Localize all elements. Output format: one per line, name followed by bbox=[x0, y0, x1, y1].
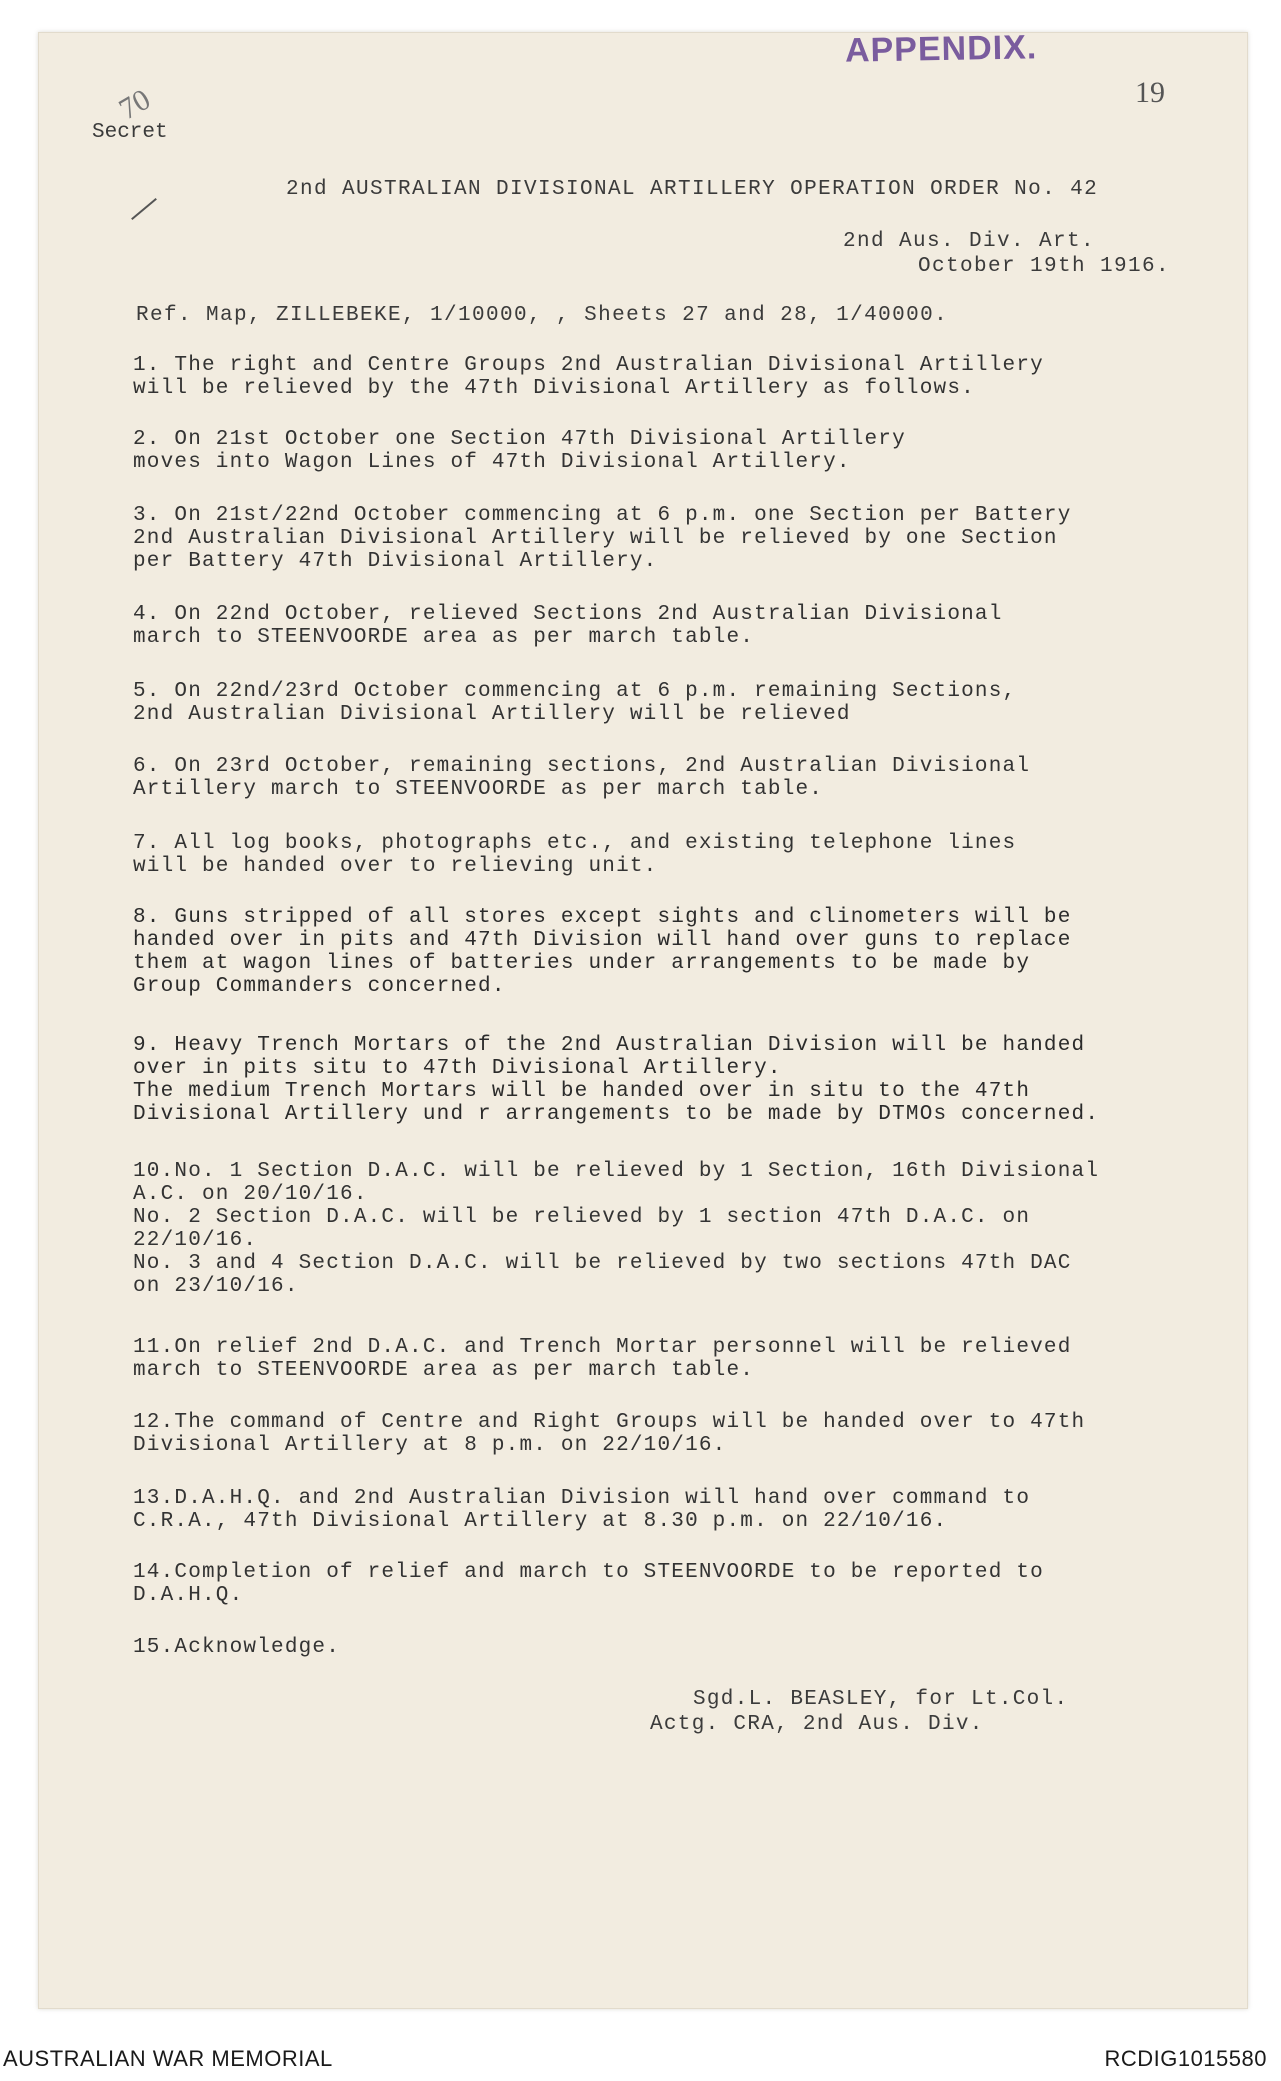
order-paragraph-13: 13.D.A.H.Q. and 2nd Australian Division will hand over command to C.R.A., 47th Divisional Artillery at 8.30 p.m. on 22/10/16. bbox=[133, 1487, 1031, 1533]
order-paragraph-1: 1. The right and Centre Groups 2nd Australian Divisional Artillery will be relieved by the 47th Divisional Artillery as follows. bbox=[133, 354, 1044, 400]
order-paragraph-15: 15.Acknowledge. bbox=[133, 1636, 341, 1659]
order-paragraph-14: 14.Completion of relief and march to STEENVOORDE to be reported to D.A.H.Q. bbox=[133, 1561, 1044, 1607]
order-paragraph-7: 7. All log books, photographs etc., and existing telephone lines will be handed over to relieving unit. bbox=[133, 832, 1017, 878]
signature-line: Sgd.L. BEASLEY, for Lt.Col. bbox=[693, 1688, 1069, 1711]
signature-title: Actg. CRA, 2nd Aus. Div. bbox=[650, 1713, 984, 1736]
order-paragraph-12: 12.The command of Centre and Right Groups will be handed over to 47th Divisional Artillery at 8 p.m. on 22/10/16. bbox=[133, 1411, 1086, 1457]
order-paragraph-11: 11.On relief 2nd D.A.C. and Trench Mortar personnel will be relieved march to STEENVOORDE area as per march table. bbox=[133, 1336, 1072, 1382]
origin-line: 2nd Aus. Div. Art. bbox=[843, 230, 1096, 253]
order-paragraph-6: 6. On 23rd October, remaining sections, 2nd Australian Divisional Artillery march to STEENVOORDE as per march table. bbox=[133, 755, 1031, 801]
document-sheet bbox=[38, 32, 1248, 2009]
document-title: 2nd AUSTRALIAN DIVISIONAL ARTILLERY OPERATION ORDER No. 42 bbox=[286, 178, 1099, 201]
order-paragraph-9: 9. Heavy Trench Mortars of the 2nd Australian Division will be handed over in pits situ to 47th Divisional Artillery. The medium Trench Mortars will be handed over in situ to the 47th Divisional Artillery und r arrangements to be made by DTMOs concerned. bbox=[133, 1034, 1100, 1126]
order-paragraph-3: 3. On 21st/22nd October commencing at 6 p.m. one Section per Battery 2nd Australian Divisional Artillery will be relieved by one Section per Battery 47th Divisional Artillery. bbox=[133, 504, 1072, 573]
classification-label: Secret bbox=[92, 121, 168, 144]
archive-institution: AUSTRALIAN WAR MEMORIAL bbox=[3, 2046, 333, 2071]
appendix-stamp: APPENDIX. bbox=[844, 28, 1038, 70]
order-paragraph-10: 10.No. 1 Section D.A.C. will be relieved by 1 Section, 16th Divisional A.C. on 20/10/16. No. 2 Section D.A.C. will be relieved by 1 section 47th D.A.C. on 22/10/16. No. 3 and 4 Section D.A.C. will be relieved by two sections 47th DAC on 23/10/16. bbox=[133, 1160, 1100, 1298]
page-number: 19 bbox=[1135, 76, 1165, 109]
order-paragraph-8: 8. Guns stripped of all stores except sights and clinometers will be handed over in pits and 47th Division will hand over guns to replace them at wagon lines of batteries under arrangements to be made by Group Commanders concerned. bbox=[133, 906, 1072, 998]
order-paragraph-2: 2. On 21st October one Section 47th Divisional Artillery moves into Wagon Lines of 47th Divisional Artillery. bbox=[133, 428, 906, 474]
archive-reference: RCDIG1015580 bbox=[1104, 2046, 1267, 2071]
handwritten-number: 70 bbox=[113, 82, 156, 127]
order-paragraph-5: 5. On 22nd/23rd October commencing at 6 p.m. remaining Sections, 2nd Australian Divisional Artillery will be relieved bbox=[133, 680, 1017, 726]
date-line: October 19th 1916. bbox=[918, 255, 1171, 278]
order-paragraph-4: 4. On 22nd October, relieved Sections 2nd Australian Divisional march to STEENVOORDE area as per march table. bbox=[133, 603, 1003, 649]
reference-map-line: Ref. Map, ZILLEBEKE, 1/10000, , Sheets 27 and 28, 1/40000. bbox=[136, 304, 949, 327]
